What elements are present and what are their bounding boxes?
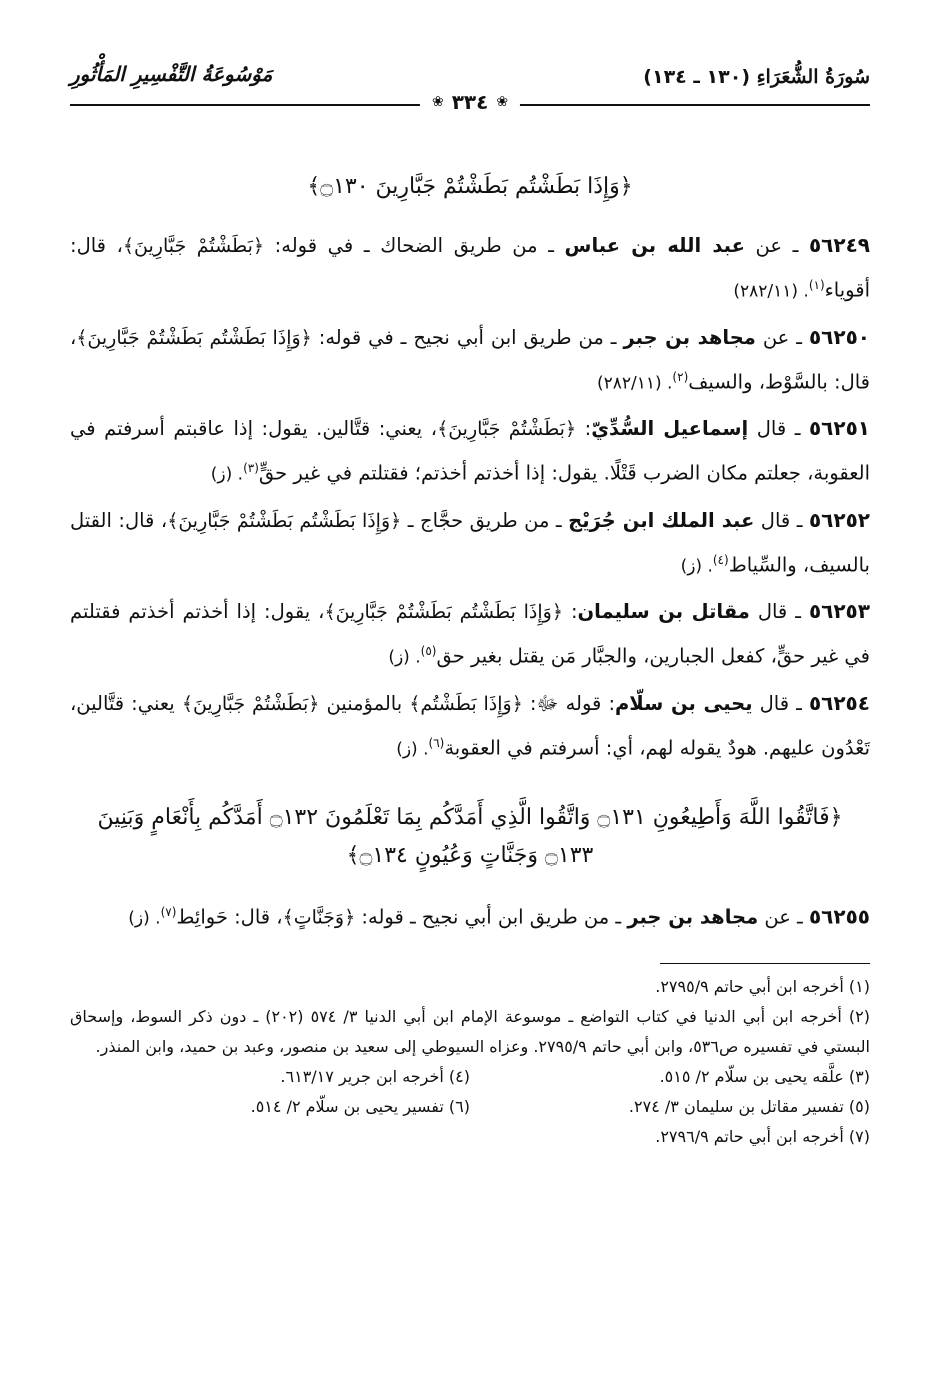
entry-56252: ٥٦٢٥٢ ـ قال عبد الملك ابن جُرَيْج ـ من طريق حجَّاج ـ ﴿وَإِذَا بَطَشْتُم بَطَشْتُمْ جَبَّارِينَ﴾، قال: القتل بالسيف، والسِّياط$^{(٤)}$. (ز) (70, 507, 870, 576)
document-page (70, 40, 870, 1340)
footnote-separator (660, 963, 870, 964)
ornament-icon: ❀ (431, 94, 444, 110)
footnote-7: (٧) أخرجه ابن أبي حاتم ٢٧٩٦/٩. (655, 1126, 870, 1146)
footnote-6: (٦) تفسير يحيى بن سلّام ٢/ ٥١٤. (250, 1096, 470, 1116)
entry-56254: ٥٦٢٥٤ ـ قال يحيى بن سلّام: قوله ﷻ: ﴿وَإِذَا بَطَشْتُم﴾ بالمؤمنين ﴿بَطَشْتُمْ جَبَّارِينَ﴾ يعني: قتَّالين، تَعْدُون عليهم. هودٌ يقوله لهم، أي: أسرفتم في العقوبة$^{(٦)}$. (ز) (70, 690, 870, 759)
footnote-3: (٣) علَّقه يحيى بن سلّام ٢/ ٥١٥. (659, 1066, 870, 1086)
ayah-heading: ﴿وَإِذَا بَطَشْتُم بَطَشْتُمْ جَبَّارِينَ ۝١٣٠﴾ (307, 174, 633, 199)
footnote-4: (٤) أخرجه ابن جرير ٦١٣/١٧. (280, 1066, 470, 1086)
ornament-icon: ❀ (496, 94, 509, 110)
footnote-row (70, 1062, 870, 1092)
entry-56255: ٥٦٢٥٥ ـ عن مجاهد بن جبر ـ من طريق ابن أبي نجيح ـ قوله: ﴿وَجَنَّاتٍ﴾، قال: حَوائِط$^{(٧)}$. (ز) (128, 904, 870, 929)
footnote-1: (١) أخرجه ابن أبي حاتم ٢٧٩٥/٩. (655, 976, 870, 996)
sura-name: سُورَةُ الشُّعَرَاءِ (756, 66, 870, 88)
footnote-2: (٢) أخرجه ابن أبي الدنيا في كتاب التواضع ـ موسوعة الإمام ابن أبي الدنيا ٣/ ٥٧٤ (٢٠٢) ـ دون ذكر السوط، وإسحاق البستي في تفسيره ص٥٣٦، وابن أبي حاتم ٢٧٩٥/٩. وعزاه السيوطي إلى سعيد بن منصور، وعبد بن حميد، وابن المنذر. (70, 1006, 871, 1056)
header-book-title: مَوْسُوعَةُ التَّفْسِيرِ المَأْثُورِ (70, 62, 273, 86)
entry-56253: ٥٦٢٥٣ ـ قال مقاتل بن سليمان: ﴿وَإِذَا بَطَشْتُم بَطَشْتُمْ جَبَّارِينَ﴾، يقول: إذا أخذتم أخذتم فقتلتم في غير حقٍّ، كفعل الجبارين، والجبَّار مَن يقتل بغير حق$^{(٥)}$. (ز) (70, 599, 870, 668)
page-header (70, 40, 870, 114)
entry-56249: ٥٦٢٤٩ ـ عن عبد الله بن عباس ـ من طريق الضحاك ـ في قوله: ﴿بَطَشْتُمْ جَبَّارِينَ﴾، قال: أقوياء$^{(١)}$. (٢٨٢/١١) (70, 233, 870, 302)
footnote-5: (٥) تفسير مقاتل بن سليمان ٣/ ٢٧٤. (628, 1096, 870, 1116)
footnote-row (70, 1092, 870, 1122)
page-number: ٣٣٤ (451, 90, 489, 114)
page-number-block (420, 90, 520, 114)
entry-56251: ٥٦٢٥١ ـ قال إسماعيل السُّدِّيّ: ﴿بَطَشْتُمْ جَبَّارِينَ﴾، يعني: قتَّالين. يقول: إذا عاقبتم أسرفتم في العقوبة، جعلتم مكان الضرب قَتْلًا. يقول: إذا أخذتم أخذتم؛ فقتلتم في غير حقٍّ$^{(٣)}$. (ز) (70, 416, 870, 485)
ayah-range: (١٣٠ ـ ١٣٤) (643, 66, 750, 88)
header-sura-title (643, 66, 870, 88)
entry-56250: ٥٦٢٥٠ ـ عن مجاهد بن جبر ـ من طريق ابن أبي نجيح ـ في قوله: ﴿وَإِذَا بَطَشْتُم بَطَشْتُمْ جَبَّارِينَ﴾، قال: بالسَّوْط، والسيف$^{(٢)}$. (٢٨٢/١١) (70, 324, 871, 393)
ayah-heading: ﴿فَاتَّقُوا اللَّهَ وَأَطِيعُونِ ۝١٣١ وَاتَّقُوا الَّذِي أَمَدَّكُم بِمَا تَعْلَمُونَ ۝١٣٢ أَمَدَّكُم بِأَنْعَامٍ وَبَنِينَ ۝١٣٣ وَجَنَّاتٍ وَعُيُونٍ ۝١٣٤﴾ (97, 805, 843, 868)
